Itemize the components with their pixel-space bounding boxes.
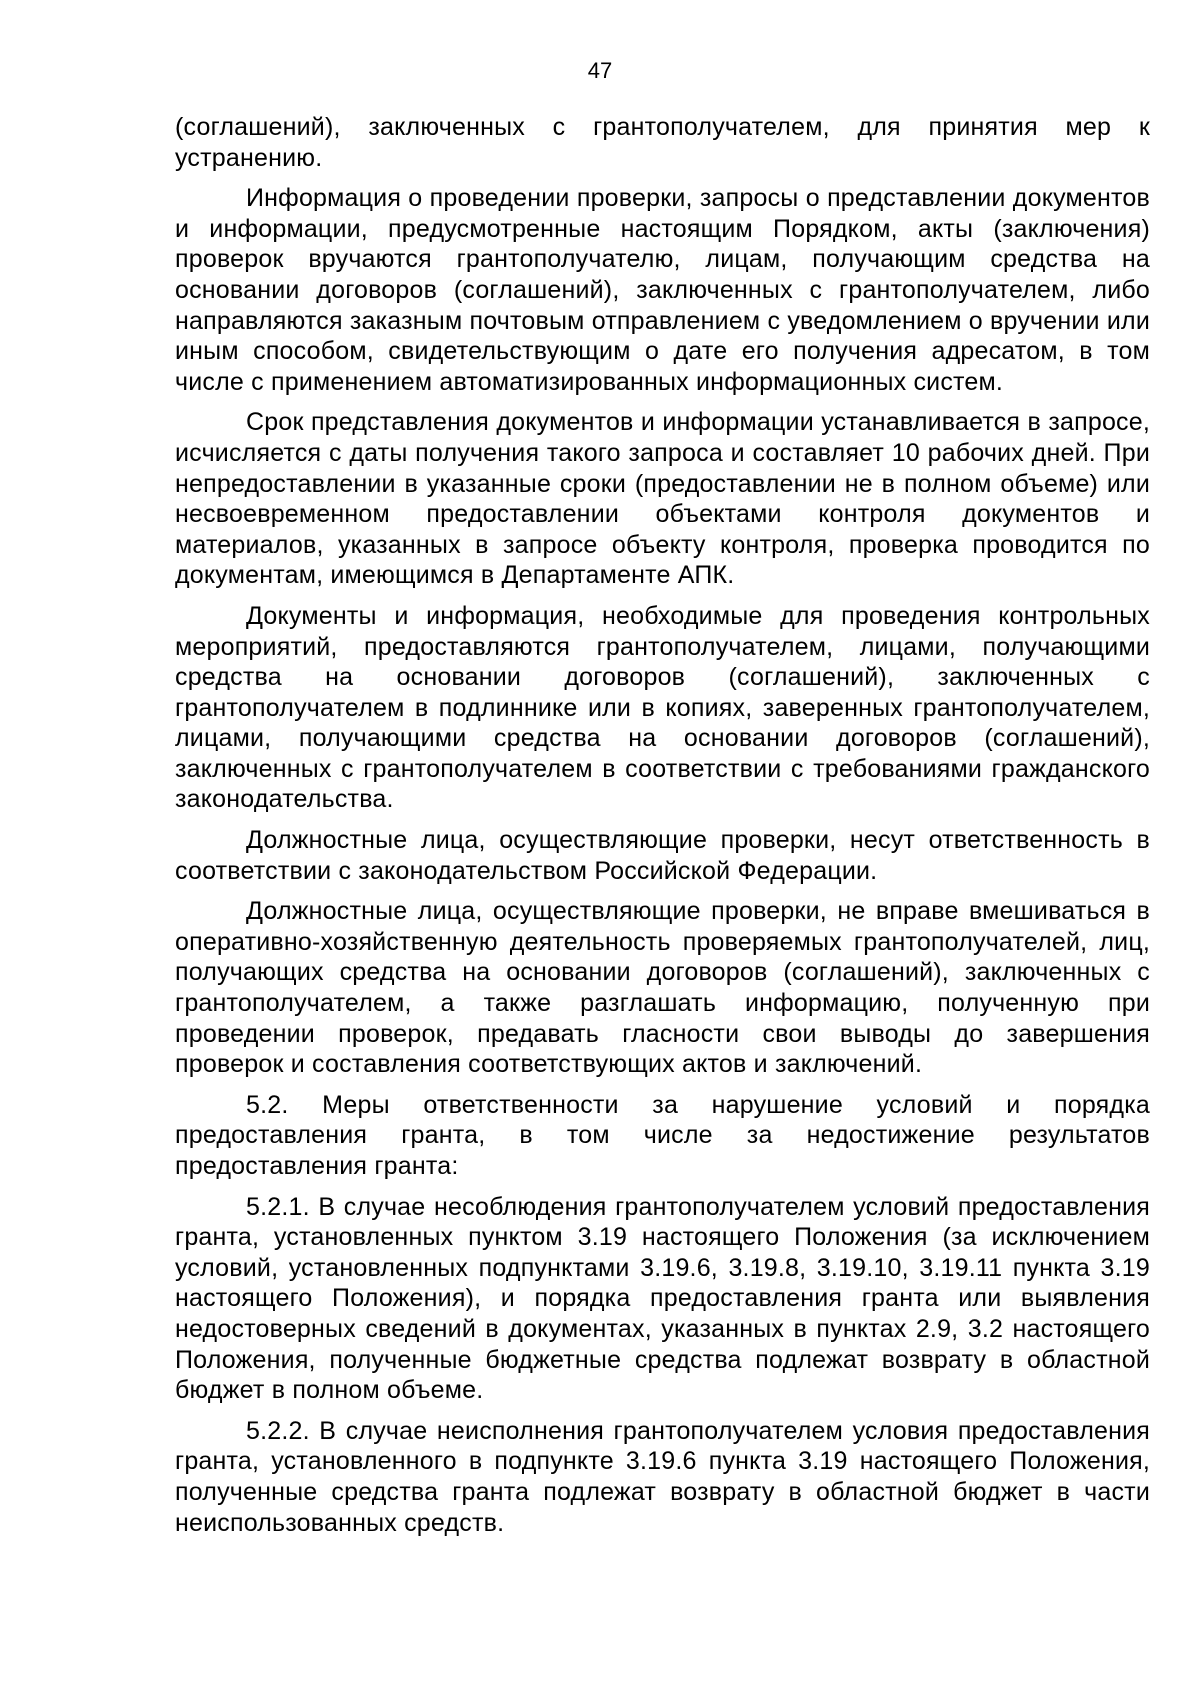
paragraph-submission-deadline: Срок представления документов и информации устанавливается в запросе, исчисляется с даты получения такого запроса и составляет 10 рабочих дней. При непредоставлении в указанные сроки (предоставлении не в полном объеме) или несвоевременном предоставлении объектами контроля документов и материалов, указанных в запросе объекту контроля, проверка проводится по документам, имеющимся в Департаменте АПК. — [175, 408, 1150, 590]
paragraph-officials-restrictions: Должностные лица, осуществляющие проверки, не вправе вмешиваться в оперативно-хозяйственную деятельность проверяемых грантополучателей, лиц, получающих средства на основании договоров (соглашений), заключенных с грантополучателем, а также разглашать информацию, полученную при проведении проверок, предавать гласности свои выводы до завершения проверок и составления соответствующих актов и заключений. — [175, 897, 1150, 1079]
paragraph-inspection-info: Информация о проведении проверки, запросы о представлении документов и информации, предусмотренные настоящим Порядком, акты (заключения) проверок вручаются грантополучателю, лицам, получающим средства на основании договоров (соглашений), заключенных с грантополучателем, либо направляются заказным почтовым отправлением с уведомлением о вручении или иным способом, свидетельствующим о дате его получения адресатом, в том числе с применением автоматизированных информационных систем. — [175, 184, 1150, 396]
paragraph-continuation: (соглашений), заключенных с грантополучателем, для принятия мер к устранению. — [175, 113, 1150, 172]
page-number: 47 — [587, 58, 613, 83]
paragraph-officials-responsibility: Должностные лица, осуществляющие проверки, несут ответственность в соответствии с законодательством Российской Федерации. — [175, 826, 1150, 885]
paragraph-section-5-2-2: 5.2.2. В случае неисполнения грантополучателем условия предоставления гранта, установленного в подпункте 3.19.6 пункта 3.19 настоящего Положения, полученные средства гранта подлежат возврату в областной бюджет в части неиспользованных средств. — [175, 1416, 1150, 1537]
paragraph-documents-provision: Документы и информация, необходимые для проведения контрольных мероприятий, предоставляются грантополучателем, лицами, получающими средства на основании договоров (соглашений), заключенных с грантополучателем в подлиннике или в копиях, заверенных грантополучателем, лицами, получающими средства на основании договоров (соглашений), заключенных с грантополучателем в соответствии с требованиями гражданского законодательства. — [175, 601, 1150, 814]
document-body — [175, 112, 1150, 1548]
paragraph-section-5-2-1: 5.2.1. В случае несоблюдения грантополучателем условий предоставления гранта, установленных пунктом 3.19 настоящего Положения (за исключением условий, установленных подпунктами 3.19.6, 3.19.8, 3.19.10, 3.19.11 пункта 3.19 настоящего Положения), и порядка предоставления гранта или выявления недостоверных сведений в документах, указанных в пунктах 2.9, 3.2 настоящего Положения, полученные бюджетные средства подлежат возврату в областной бюджет в полном объеме. — [175, 1192, 1150, 1405]
paragraph-section-5-2: 5.2. Меры ответственности за нарушение условий и порядка предоставления гранта, в том числе за недостижение результатов предоставления гранта: — [175, 1090, 1150, 1180]
